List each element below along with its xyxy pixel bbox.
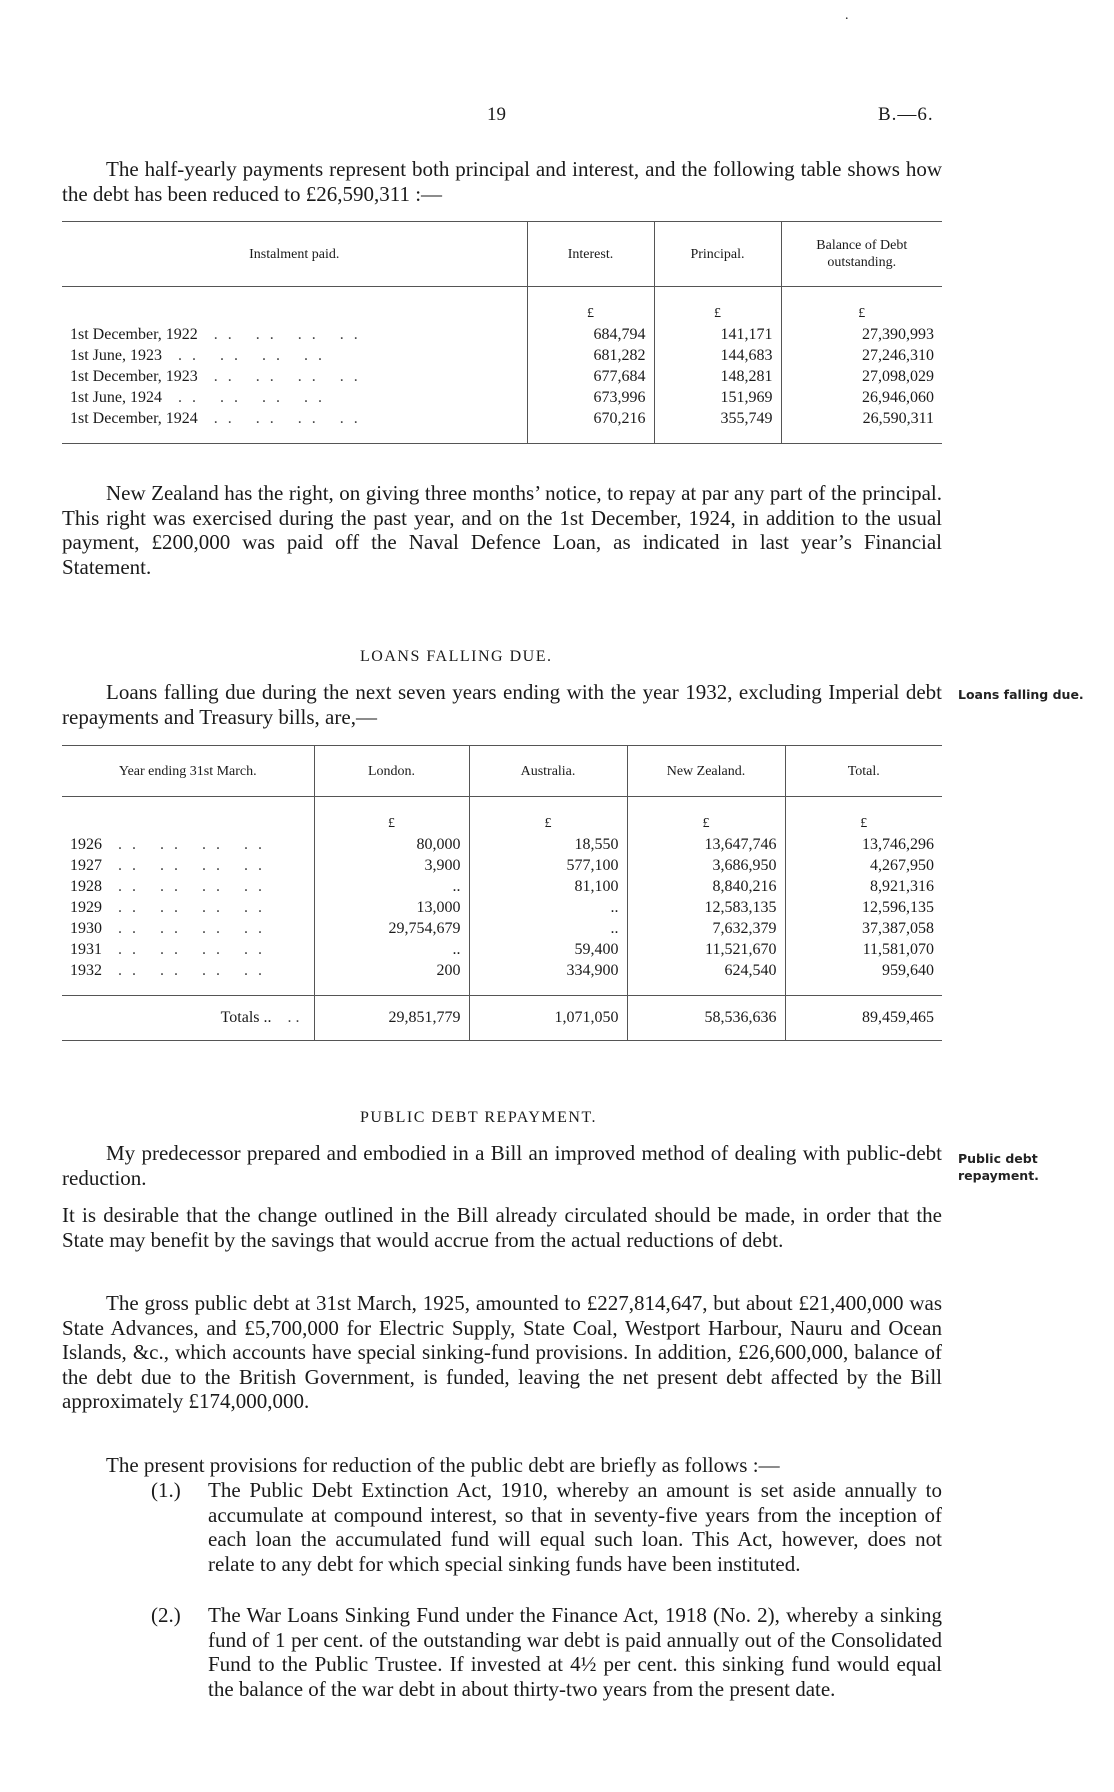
unit-cell: £ xyxy=(527,287,654,325)
instalment-date: 1st June, 1924 xyxy=(70,389,162,406)
table-row xyxy=(62,939,942,960)
loans-table xyxy=(62,745,942,1041)
unit-cell: £ xyxy=(785,797,942,835)
london-value: 3,900 xyxy=(314,855,469,876)
nz-total: 58,536,636 xyxy=(627,996,785,1041)
dot-leader: .. .. .. .. xyxy=(213,326,368,343)
total-value: 4,267,950 xyxy=(785,855,942,876)
section-heading-loans: LOANS FALLING DUE. xyxy=(360,648,553,665)
dot-leader: .. .. .. .. xyxy=(118,878,272,895)
dot-leader: .. .. .. .. xyxy=(118,899,272,916)
total-value: 11,581,070 xyxy=(785,939,942,960)
nz-value: 12,583,135 xyxy=(627,897,785,918)
dot-leader: .. .. .. .. xyxy=(118,962,272,979)
document-reference: B.—6. xyxy=(878,104,934,125)
col-header-balance: Balance of Debt outstanding. xyxy=(781,222,942,287)
col-header-year: Year ending 31st March. xyxy=(62,746,314,797)
instalment-date: 1st December, 1923 xyxy=(70,368,198,385)
public-debt-paragraph-4: The present provisions for reduction of the public debt are briefly as follows :— xyxy=(106,1453,780,1477)
unit-cell: £ xyxy=(627,797,785,835)
australia-value: .. xyxy=(469,918,627,939)
list-item-number: (1.) xyxy=(151,1478,181,1502)
interest-value: 684,794 xyxy=(527,324,654,345)
dot-leader: .. .. .. .. xyxy=(118,920,272,937)
col-header-new-zealand: New Zealand. xyxy=(627,746,785,797)
principal-value: 144,683 xyxy=(654,345,781,366)
totals-row xyxy=(62,996,942,1041)
list-item-text: (2.) The War Loans Sinking Fund under the Finance Act, 1918 (No. 2), whereby a sinking fund of 1 per cent. of the outstanding war debt is paid annually out of the Consolidated Fund to the Public Trustee. If invested at 4½ per cent. this sinking fund would equal the balance of the war debt in about thirty-two years from the present date. xyxy=(151,1603,942,1701)
col-header-principal: Principal. xyxy=(654,222,781,287)
list-item xyxy=(151,1478,942,1603)
margin-note-loans: Loans falling due. xyxy=(958,687,1084,702)
unit-cell: £ xyxy=(781,287,942,325)
london-value: 29,754,679 xyxy=(314,918,469,939)
nz-value: 13,647,746 xyxy=(627,834,785,855)
col-header-australia: Australia. xyxy=(469,746,627,797)
dot-leader: .. .. .. .. xyxy=(178,389,332,406)
london-value: 13,000 xyxy=(314,897,469,918)
dot-leader: .. .. .. .. xyxy=(118,857,272,874)
table-row xyxy=(62,855,942,876)
table-row xyxy=(62,324,942,345)
table-row xyxy=(62,387,942,408)
intro-paragraph: The half-yearly payments represent both principal and interest, and the following table shows how the debt has been reduced to £26,590,311 :— xyxy=(62,157,942,206)
section-heading-public-debt: PUBLIC DEBT REPAYMENT. xyxy=(360,1109,598,1126)
margin-note-public-debt xyxy=(958,1150,1039,1184)
unit-cell: £ xyxy=(654,287,781,325)
unit-cell: £ xyxy=(469,797,627,835)
nz-value: 11,521,670 xyxy=(627,939,785,960)
public-debt-paragraph-2: It is desirable that the change outlined in the Bill already circulated should be made, in order that the State may benefit by the savings that would accrue from the actual reductions of debt. xyxy=(62,1203,942,1252)
stray-mark: . xyxy=(845,8,849,23)
public-debt-paragraph-1: My predecessor prepared and embodied in a Bill an improved method of dealing with public-debt reduction. xyxy=(62,1141,942,1190)
table-row xyxy=(62,897,942,918)
total-value: 12,596,135 xyxy=(785,897,942,918)
london-value: .. xyxy=(314,939,469,960)
instalment-table xyxy=(62,221,942,444)
col-header-total: Total. xyxy=(785,746,942,797)
table-row xyxy=(62,345,942,366)
year-label: 1930 xyxy=(70,920,102,937)
balance-value: 27,246,310 xyxy=(781,345,942,366)
table-row xyxy=(62,834,942,855)
london-total: 29,851,779 xyxy=(314,996,469,1041)
col-header-instalment: Instalment paid. xyxy=(62,222,527,287)
dot-leader: .. .. .. .. xyxy=(118,941,272,958)
year-label: 1929 xyxy=(70,899,102,916)
year-label: 1931 xyxy=(70,941,102,958)
year-label: 1928 xyxy=(70,878,102,895)
year-label: 1927 xyxy=(70,857,102,874)
dot-leader: .. .. .. .. xyxy=(213,368,368,385)
loans-paragraph: Loans falling due during the next seven years ending with the year 1932, excluding Imperial debt repayments and Treasury bills, are,— xyxy=(62,680,942,729)
page-number: 19 xyxy=(487,104,506,125)
table-row xyxy=(62,960,942,996)
dot-leader: .. xyxy=(287,1009,304,1026)
public-debt-paragraph-3: The gross public debt at 31st March, 1925, amounted to £227,814,647, but about £21,400,000 was State Advances, and £5,700,000 for Electric Supply, State Coal, Westport Harbour, Nauru and Ocean Islands, &c., which accounts have special sinking-fund provisions. In addition, £26,600,000, balance of the debt due to the British Government, is funded, leaving the net present debt affected by the Bill approximately £174,000,000. xyxy=(62,1291,942,1413)
year-label: 1926 xyxy=(70,836,102,853)
totals-label: Totals .. xyxy=(220,1009,272,1026)
table-row xyxy=(62,918,942,939)
repayment-paragraph: New Zealand has the right, on giving three months’ notice, to repay at par any part of the principal. This right was exercised during the past year, and on the 1st December, 1924, in addition to the usual payment, £200,000 was paid off the Naval Defence Loan, as indicated in last year’s Financial Statement. xyxy=(62,481,942,579)
table-row xyxy=(62,876,942,897)
nz-value: 8,840,216 xyxy=(627,876,785,897)
balance-value: 27,098,029 xyxy=(781,366,942,387)
margin-note-line: Public debt xyxy=(958,1151,1038,1166)
dot-leader: .. .. .. .. xyxy=(118,836,272,853)
balance-value: 26,590,311 xyxy=(781,408,942,444)
principal-value: 148,281 xyxy=(654,366,781,387)
col-header-london: London. xyxy=(314,746,469,797)
balance-value: 27,390,993 xyxy=(781,324,942,345)
interest-value: 677,684 xyxy=(527,366,654,387)
nz-value: 7,632,379 xyxy=(627,918,785,939)
australia-value: 59,400 xyxy=(469,939,627,960)
balance-value: 26,946,060 xyxy=(781,387,942,408)
total-value: 959,640 xyxy=(785,960,942,996)
list-item-number: (2.) xyxy=(151,1603,181,1627)
australia-value: 81,100 xyxy=(469,876,627,897)
table-row xyxy=(62,408,942,444)
list-item-text: (1.) The Public Debt Extinction Act, 1910, whereby an amount is set aside annually to accumulate at compound interest, so that in seventy-five years from the inception of each loan the accumulated fund will equal such loan. This Act, however, does not relate to any debt for which special sinking funds have been instituted. xyxy=(151,1478,942,1576)
unit-cell: £ xyxy=(314,797,469,835)
australia-total: 1,071,050 xyxy=(469,996,627,1041)
dot-leader: .. .. .. .. xyxy=(213,410,368,427)
year-label: 1932 xyxy=(70,962,102,979)
principal-value: 151,969 xyxy=(654,387,781,408)
instalment-date: 1st December, 1924 xyxy=(70,410,198,427)
total-value: 37,387,058 xyxy=(785,918,942,939)
london-value: 200 xyxy=(314,960,469,996)
australia-value: 577,100 xyxy=(469,855,627,876)
london-value: 80,000 xyxy=(314,834,469,855)
australia-value: 334,900 xyxy=(469,960,627,996)
australia-value: .. xyxy=(469,897,627,918)
nz-value: 3,686,950 xyxy=(627,855,785,876)
interest-value: 673,996 xyxy=(527,387,654,408)
dot-leader: .. .. .. .. xyxy=(178,347,332,364)
total-value: 8,921,316 xyxy=(785,876,942,897)
instalment-date: 1st December, 1922 xyxy=(70,326,198,343)
margin-note-line: repayment. xyxy=(958,1168,1039,1183)
principal-value: 355,749 xyxy=(654,408,781,444)
table-row xyxy=(62,366,942,387)
interest-value: 670,216 xyxy=(527,408,654,444)
nz-value: 624,540 xyxy=(627,960,785,996)
col-header-interest: Interest. xyxy=(527,222,654,287)
principal-value: 141,171 xyxy=(654,324,781,345)
grand-total: 89,459,465 xyxy=(785,996,942,1041)
instalment-date: 1st June, 1923 xyxy=(70,347,162,364)
australia-value: 18,550 xyxy=(469,834,627,855)
total-value: 13,746,296 xyxy=(785,834,942,855)
list-item xyxy=(151,1603,942,1728)
interest-value: 681,282 xyxy=(527,345,654,366)
london-value: .. xyxy=(314,876,469,897)
